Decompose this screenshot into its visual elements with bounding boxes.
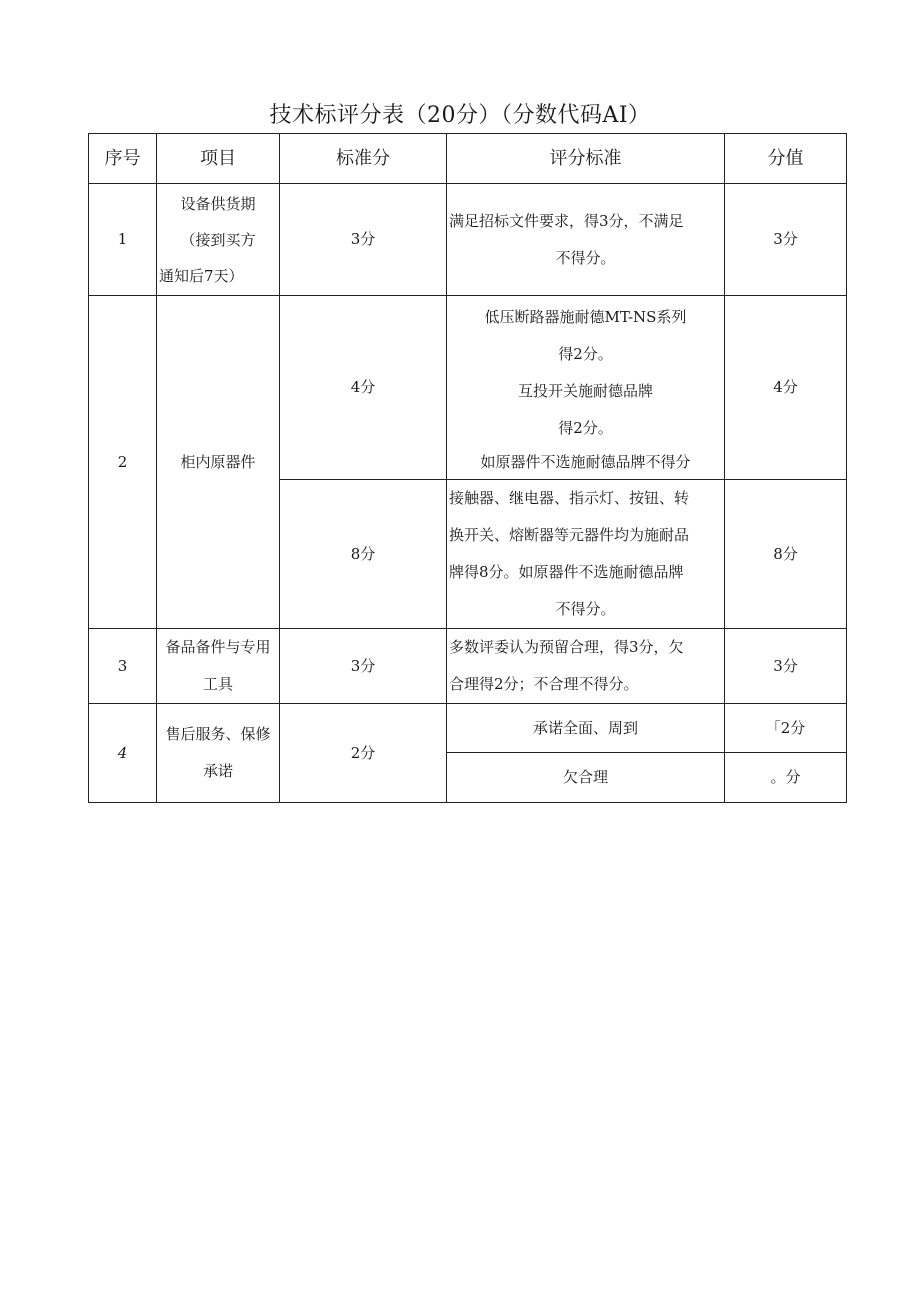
row1-item-line: （接到买方 <box>180 230 256 249</box>
row1-criteria-line: 满足招标文件要求，得3分，不满足 <box>449 211 684 230</box>
row4b-criteria: 欠合理 <box>447 753 725 803</box>
row1-criteria-line: 不得分。 <box>555 248 616 267</box>
row2b-criteria-line: 牌得8分。如原器件不选施耐德品牌 <box>449 563 684 581</box>
row2a-std: 4分 <box>280 296 447 480</box>
row4-item-line: 售后服务、保修 <box>165 725 271 743</box>
row1-seq: 1 <box>89 184 157 296</box>
row4b-score: 。分 <box>725 753 847 803</box>
row1-item-line: 通知后7天） <box>159 266 244 285</box>
row3-item-line: 工具 <box>202 675 233 693</box>
row1-item <box>157 184 280 296</box>
row1-criteria <box>447 184 725 296</box>
row2b-criteria-line: 接触器、继电器、指示灯、按钮、转 <box>449 489 690 507</box>
row1-score: 3分 <box>725 184 847 296</box>
row4-std: 2分 <box>280 704 447 803</box>
page-title: 技术标评分表（20分）（分数代码AI） <box>269 103 651 128</box>
row3-seq: 3 <box>89 629 157 704</box>
row4-seq: 4 <box>89 704 157 803</box>
row2a-score: 4分 <box>725 296 847 480</box>
row3-std: 3分 <box>280 629 447 704</box>
row4-item <box>157 704 280 803</box>
table-row <box>89 296 847 480</box>
row3-criteria-line: 合理得2分；不合理不得分。 <box>449 675 639 693</box>
table-row <box>89 184 847 296</box>
header-criteria: 评分标准 <box>447 134 725 184</box>
row1-std: 3分 <box>280 184 447 296</box>
row3-criteria <box>447 629 725 704</box>
header-standard-score: 标准分 <box>280 134 447 184</box>
row2a-criteria <box>447 296 725 480</box>
row2a-criteria-line: 如原器件不选施耐德品牌不得分 <box>480 452 691 471</box>
row2a-criteria-line: 互投开关施耐德品牌 <box>517 381 653 400</box>
header-seq: 序号 <box>89 134 157 184</box>
row1-item-line: 设备供货期 <box>180 194 256 213</box>
row3-criteria-line: 多数评委认为预留合理，得3分，欠 <box>449 638 684 656</box>
row3-score: 3分 <box>725 629 847 704</box>
table-row <box>89 704 847 753</box>
scoring-table <box>88 133 847 803</box>
row2-item: 柜内原器件 <box>157 296 280 629</box>
row2b-criteria <box>447 480 725 629</box>
row3-item-line: 备品备件与专用 <box>165 638 271 656</box>
row4a-criteria: 承诺全面、周到 <box>447 704 725 753</box>
row2b-criteria-line: 换开关、熔断器等元器件均为施耐品 <box>449 526 690 544</box>
row2b-std: 8分 <box>280 480 447 629</box>
row2a-criteria-line: 得2分。 <box>558 418 613 437</box>
row2-seq: 2 <box>89 296 157 629</box>
header-item: 项目 <box>157 134 280 184</box>
table-header-row <box>89 134 847 184</box>
row2a-criteria-line: 低压断路器施耐德MT-NS系列 <box>484 307 687 326</box>
row2b-criteria-line: 不得分。 <box>555 600 616 618</box>
row4a-score: 「2分 <box>725 704 847 753</box>
row2a-criteria-line: 得2分。 <box>558 344 613 363</box>
row3-item <box>157 629 280 704</box>
table-row <box>89 629 847 704</box>
row2b-score: 8分 <box>725 480 847 629</box>
row4-item-line: 承诺 <box>202 762 233 780</box>
header-score-value: 分值 <box>725 134 847 184</box>
